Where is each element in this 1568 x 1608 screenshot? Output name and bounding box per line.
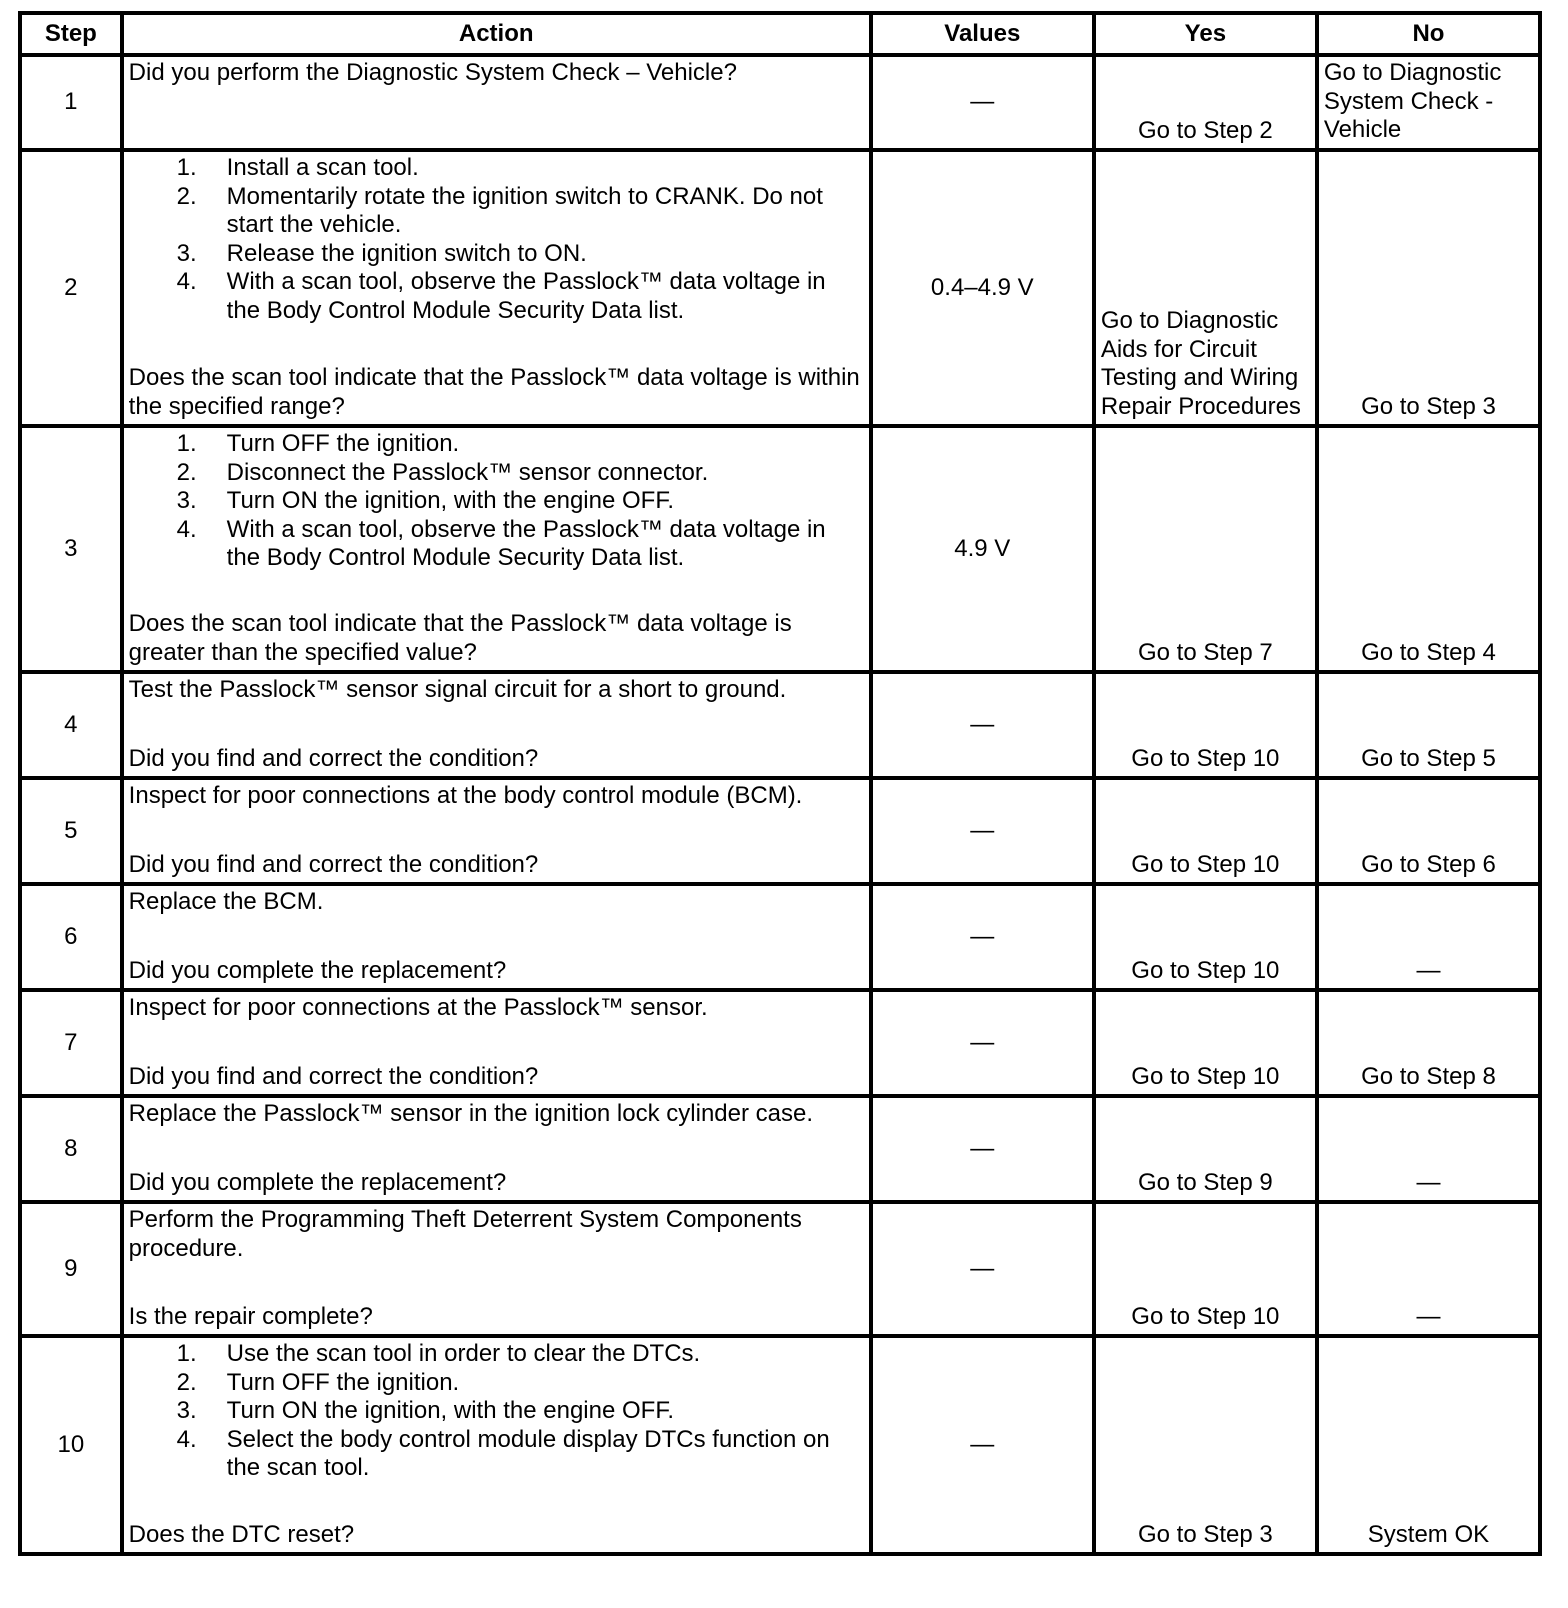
no-outcome: —: [1416, 1302, 1441, 1330]
action-step: Turn OFF the ignition.: [226, 1368, 460, 1396]
action-cell: [122, 426, 871, 672]
no-outcome: Go to Step 8: [1361, 1062, 1496, 1090]
action-step: With a scan tool, observe the Passlock™ data voltage in the Body Control Module Security Data list.: [226, 268, 826, 324]
yes-outcome: Go to Step 7: [1137, 638, 1273, 666]
value-cell: 4.9 V: [871, 426, 1094, 672]
yes-cell: [1094, 150, 1317, 426]
table-row: [20, 55, 1540, 150]
action-steps-list: [129, 154, 864, 325]
action-instruction: Replace the BCM.: [128, 888, 324, 915]
action-step: Select the body control module display DTCs function on the scan tool.: [226, 1425, 830, 1481]
action-cell: [122, 150, 871, 426]
no-outcome: Go to Step 3: [1361, 392, 1496, 420]
no-outcome: System OK: [1367, 1520, 1490, 1548]
no-outcome: Go to Step 6: [1361, 850, 1496, 878]
header-action: Action: [122, 13, 871, 55]
value-cell: —: [871, 55, 1094, 150]
no-outcome: Go to Step 4: [1361, 638, 1496, 666]
table-row: [20, 1202, 1540, 1336]
action-step: With a scan tool, observe the Passlock™ data voltage in the Body Control Module Security Data list.: [226, 515, 826, 571]
value-cell: —: [871, 990, 1094, 1096]
yes-cell: [1094, 990, 1317, 1096]
yes-outcome: Go to Step 10: [1131, 1302, 1280, 1330]
step-number: 8: [20, 1096, 122, 1202]
step-number: 10: [20, 1336, 122, 1554]
action-steps-list: [129, 1340, 864, 1483]
table-row: [20, 990, 1540, 1096]
no-cell: [1317, 150, 1540, 426]
table-row: [20, 1336, 1540, 1554]
no-outcome: Go to Step 5: [1361, 744, 1496, 772]
action-cell: [122, 672, 871, 778]
yes-outcome: Go to Step 10: [1131, 1062, 1280, 1090]
action-instruction: Perform the Programming Theft Deterrent System Components procedure.: [128, 1206, 802, 1262]
action-question: Does the scan tool indicate that the Passlock™ data voltage is within the specified range?: [128, 364, 860, 420]
value-cell: —: [871, 778, 1094, 884]
value-cell: —: [871, 884, 1094, 990]
yes-cell: [1094, 55, 1317, 150]
no-cell: [1317, 778, 1540, 884]
action-cell: [122, 55, 871, 150]
action-instruction: Inspect for poor connections at the body control module (BCM).: [128, 782, 803, 809]
action-instruction: Test the Passlock™ sensor signal circuit for a short to ground.: [128, 676, 787, 703]
action-step: Install a scan tool.: [226, 154, 419, 181]
table-row: [20, 1096, 1540, 1202]
header-no: No: [1317, 13, 1540, 55]
value-cell: —: [871, 1336, 1094, 1554]
header-step: Step: [20, 13, 122, 55]
action-cell: [122, 1336, 871, 1554]
no-outcome: —: [1416, 1168, 1441, 1196]
yes-cell: [1094, 1096, 1317, 1202]
action-step: Momentarily rotate the ignition switch to CRANK. Do not start the vehicle.: [226, 182, 823, 238]
header-yes: Yes: [1094, 13, 1317, 55]
yes-cell: [1094, 672, 1317, 778]
no-cell: [1317, 1096, 1540, 1202]
action-cell: [122, 884, 871, 990]
action-step: Use the scan tool in order to clear the DTCs.: [226, 1340, 701, 1367]
yes-cell: [1094, 884, 1317, 990]
action-question: Did you find and correct the condition?: [128, 1062, 539, 1090]
step-number: 5: [20, 778, 122, 884]
yes-outcome: Go to Diagnostic Aids for Circuit Testing and Wiring Repair Procedures: [1100, 307, 1301, 420]
value-cell: 0.4–4.9 V: [871, 150, 1094, 426]
diagnostic-table-container: [18, 11, 1542, 1556]
table-row: [20, 426, 1540, 672]
action-instruction: Did you perform the Diagnostic System Check – Vehicle?: [128, 59, 737, 86]
step-number: 3: [20, 426, 122, 672]
action-question: Does the scan tool indicate that the Passlock™ data voltage is greater than the specified value?: [128, 610, 792, 666]
action-question: Is the repair complete?: [128, 1302, 373, 1330]
no-cell: [1317, 990, 1540, 1096]
step-number: 7: [20, 990, 122, 1096]
action-question: Did you find and correct the condition?: [128, 744, 539, 772]
yes-cell: [1094, 426, 1317, 672]
value-cell: —: [871, 1096, 1094, 1202]
no-cell: [1317, 884, 1540, 990]
no-cell: [1317, 1336, 1540, 1554]
action-step: Turn ON the ignition, with the engine OFF.: [226, 487, 674, 514]
yes-outcome: Go to Step 10: [1131, 956, 1280, 984]
action-question: Did you find and correct the condition?: [128, 850, 539, 878]
table-row: [20, 884, 1540, 990]
action-cell: [122, 778, 871, 884]
action-step: Turn ON the ignition, with the engine OFF.: [226, 1397, 674, 1424]
step-number: 2: [20, 150, 122, 426]
table-row: [20, 150, 1540, 426]
diagnostic-table: [18, 11, 1542, 1556]
yes-outcome: Go to Step 10: [1131, 850, 1280, 878]
value-cell: —: [871, 1202, 1094, 1336]
action-instruction: Replace the Passlock™ sensor in the ignition lock cylinder case.: [128, 1100, 814, 1127]
step-number: 6: [20, 884, 122, 990]
step-number: 9: [20, 1202, 122, 1336]
action-step: Release the ignition switch to ON.: [226, 239, 587, 267]
action-question: Did you complete the replacement?: [128, 956, 507, 984]
no-outcome: Go to Diagnostic System Check - Vehicle: [1323, 59, 1502, 143]
action-instruction: Inspect for poor connections at the Passlock™ sensor.: [128, 994, 708, 1021]
yes-outcome: Go to Step 2: [1137, 116, 1273, 144]
action-step: Disconnect the Passlock™ sensor connector.: [226, 458, 709, 486]
yes-cell: [1094, 1202, 1317, 1336]
no-outcome: —: [1416, 956, 1441, 984]
step-number: 1: [20, 55, 122, 150]
header-values: Values: [871, 13, 1094, 55]
yes-outcome: Go to Step 9: [1137, 1168, 1273, 1196]
yes-outcome: Go to Step 10: [1131, 744, 1280, 772]
action-cell: [122, 990, 871, 1096]
table-row: [20, 672, 1540, 778]
header-row: [20, 13, 1540, 55]
step-number: 4: [20, 672, 122, 778]
action-question: Does the DTC reset?: [128, 1520, 355, 1548]
action-step: Turn OFF the ignition.: [226, 430, 460, 457]
table-row: [20, 778, 1540, 884]
no-cell: [1317, 672, 1540, 778]
yes-cell: [1094, 1336, 1317, 1554]
action-steps-list: [129, 430, 864, 573]
no-cell: [1317, 55, 1540, 150]
action-question: Did you complete the replacement?: [128, 1168, 507, 1196]
value-cell: —: [871, 672, 1094, 778]
no-cell: [1317, 426, 1540, 672]
yes-cell: [1094, 778, 1317, 884]
yes-outcome: Go to Step 3: [1137, 1520, 1273, 1548]
action-cell: [122, 1096, 871, 1202]
no-cell: [1317, 1202, 1540, 1336]
action-cell: [122, 1202, 871, 1336]
